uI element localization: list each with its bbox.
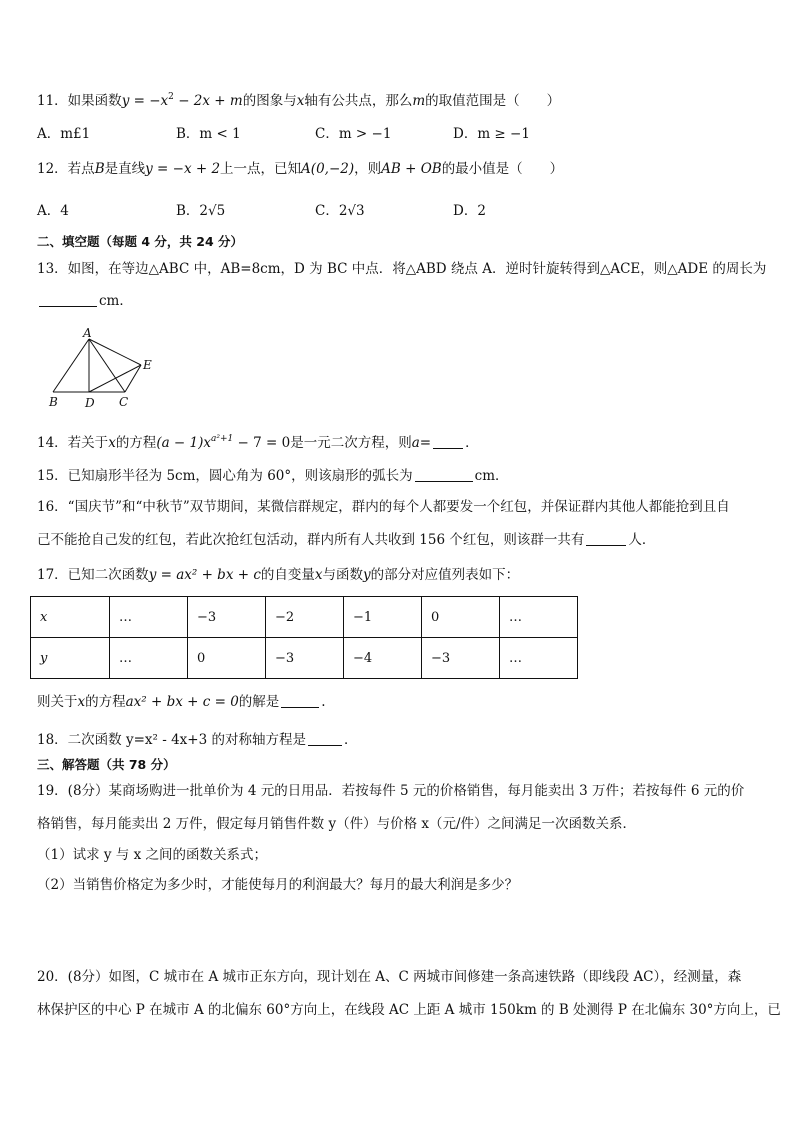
table-cell: 0: [422, 597, 500, 638]
edge-ab: [53, 339, 89, 392]
q17-question: [37, 693, 326, 711]
q16-stem-line1: 16．“国庆节”和“中秋节”双节期间，某微信群规定，群内的每个人都要发一个红包，并保证群内其他人都能抢到且自: [37, 499, 730, 515]
q11-formula-sup: 2: [168, 92, 174, 102]
table-row-y: [31, 638, 578, 679]
q17-after-eq: ax² + bx + c = 0: [125, 694, 239, 710]
q17-suffix: 的部分对应值列表如下：: [370, 567, 520, 583]
q17-prefix: 17．已知二次函数: [37, 567, 149, 583]
q12-line-eq: y = −x + 2: [145, 161, 221, 177]
q15-stem: [37, 467, 509, 485]
q18-end: ．: [343, 732, 358, 748]
q18-text: 18．二次函数 y=x² - 4x+3 的对称轴方程是: [37, 732, 306, 748]
q11-stem: [37, 88, 560, 110]
label-d: D: [85, 396, 95, 409]
q17-y-var: y: [363, 567, 371, 583]
q14-stem: [37, 430, 479, 452]
q14-mid: 的方程: [115, 435, 157, 451]
q11-mid1: 的图象与: [242, 93, 297, 109]
q13-answer-blank[interactable]: [39, 293, 97, 307]
q15-unit: cm．: [474, 468, 509, 484]
q11-x-var: x: [296, 93, 305, 109]
q13-stem-line1: 13．如图，在等边△ABC 中，AB=8cm，D 为 BC 中点．将△ABD 绕点 A．逆时针旋转得到△ACE，则△ADE 的周长为: [37, 261, 767, 277]
q14-eq-sup: a²+1: [211, 434, 234, 444]
table-cell: −3: [266, 638, 344, 679]
q14-equals: =: [419, 435, 432, 451]
q11-option-c: C．m > −1: [315, 126, 392, 142]
q19-stem-line1: 19．(8分）某商场购进一批单价为 4 元的日用品．若按每件 5 元的价格销售，每月能卖出 3 万件；若按每件 6 元的价: [37, 783, 745, 799]
edge-ac: [89, 339, 125, 392]
q16-line2-text: 己不能抢自己发的红包，若此次抢红包活动，群内所有人共收到 156 个红包，则该群一共有: [37, 532, 585, 548]
q14-eq-right: − 7 = 0: [233, 435, 291, 451]
q12-mid1: 是直线: [104, 161, 146, 177]
q12-mid2: 上一点，已知: [220, 161, 302, 177]
q11-m-var: m: [412, 93, 426, 109]
table-cell: …: [500, 597, 578, 638]
q12-prefix: 12．若点: [37, 161, 95, 177]
q11-formula-rest: − 2x + m: [173, 93, 243, 109]
q11-suffix: 的取值范围是（ ）: [425, 93, 561, 109]
q15-text: 15．已知扇形半径为 5cm，圆心角为 60°，则该扇形的弧长为: [37, 468, 413, 484]
q17-x-var: x: [314, 567, 323, 583]
table-cell: …: [110, 638, 188, 679]
q12-stem: [37, 160, 563, 178]
q11-prefix: 11．如果函数: [37, 93, 122, 109]
q19-sub1: （1）试求 y 与 x 之间的函数关系式；: [37, 847, 267, 863]
q12-suffix: 的最小值是（ ）: [441, 161, 564, 177]
q14-prefix: 14．若关于: [37, 435, 109, 451]
table-cell: −3: [422, 638, 500, 679]
table-cell: y: [31, 638, 110, 679]
q15-answer-blank[interactable]: [415, 468, 473, 482]
q17-answer-blank[interactable]: [281, 694, 319, 708]
q20-stem-line1: 20．(8分）如图，C 城市在 A 城市正东方向，现计划在 A、C 两城市间修建一条高速铁路（即线段 AC），经测量，森: [37, 969, 742, 985]
q11-formula-y: y: [121, 93, 130, 109]
q17-after-x: x: [77, 694, 86, 710]
section-answer-title: 三、解答题（共 78 分）: [37, 757, 176, 772]
q17-after-prefix: 则关于: [37, 694, 78, 710]
label-b: B: [49, 395, 58, 409]
q13-triangle-figure: [45, 327, 160, 409]
q13-unit: cm．: [99, 293, 133, 309]
q11-formula-x: x: [160, 93, 169, 109]
q18-stem: [37, 731, 357, 749]
q19-stem-line2: 格销售，每月能卖出 2 万件，假定每月销售件数 y（件）与价格 x（元/件）之间满足一次函数关系．: [37, 816, 637, 832]
q12-option-d: D．2: [453, 203, 486, 219]
q13-stem-line2: [37, 292, 133, 310]
q17-formula: y = ax² + bx + c: [148, 567, 261, 583]
q19-sub2: （2）当销售价格定为多少时，才能使每月的利润最大？每月的最大利润是多少？: [37, 877, 519, 893]
q17-after-end: .: [321, 694, 326, 710]
q12-point-a: A(0,−2): [301, 161, 355, 177]
q12-mid3: ，则: [354, 161, 382, 177]
table-cell: −3: [188, 597, 266, 638]
q12-expr: AB + OB: [381, 161, 442, 177]
q16-stem-line2: [37, 531, 655, 549]
table-row-x: [31, 597, 578, 638]
table-cell: …: [500, 638, 578, 679]
table-cell: −4: [344, 638, 422, 679]
q11-option-d: D．m ≥ −1: [453, 126, 530, 142]
q16-end: 人．: [628, 532, 656, 548]
table-cell: 0: [188, 638, 266, 679]
table-cell: x: [31, 597, 110, 638]
edge-ae: [89, 339, 141, 365]
q16-answer-blank[interactable]: [586, 532, 626, 546]
q14-x-var: x: [108, 435, 116, 451]
q11-option-b: B．m < 1: [176, 126, 241, 142]
q17-after-suffix: 的解是: [238, 694, 280, 710]
q14-answer-blank[interactable]: [433, 435, 463, 449]
q18-answer-blank[interactable]: [308, 732, 342, 746]
label-c: C: [119, 395, 129, 409]
q14-a-var: a: [411, 435, 420, 451]
q14-mid2: 是一元二次方程，则: [290, 435, 412, 451]
q17-mid2: 与函数: [322, 567, 364, 583]
q14-eq-left: (a − 1)x: [156, 435, 211, 451]
q12-option-c: C．2√3: [315, 203, 365, 219]
q11-mid2: 轴有公共点，那么: [304, 93, 413, 109]
label-e: E: [143, 358, 152, 372]
q12-point-b: B: [94, 161, 105, 177]
q20-stem-line2: 林保护区的中心 P 在城市 A 的北偏东 60°方向上，在线段 AC 上距 A 城市 150km 的 B 处测得 P 在北偏东 30°方向上，已: [37, 1002, 781, 1018]
table-cell: −2: [266, 597, 344, 638]
q11-option-a: A．m£1: [37, 126, 91, 142]
q12-option-b: B．2√5: [176, 203, 226, 219]
q17-value-table: [30, 596, 578, 679]
table-cell: …: [110, 597, 188, 638]
q12-option-a: A．4: [37, 203, 69, 219]
q17-mid1: 的自变量: [260, 567, 315, 583]
section-fill-in-title: 二、填空题（每题 4 分，共 24 分）: [37, 234, 244, 249]
q11-formula-eq: = −: [129, 93, 161, 109]
q17-stem: [37, 566, 519, 584]
q14-end: ．: [465, 435, 479, 451]
label-a: A: [83, 327, 92, 340]
table-cell: −1: [344, 597, 422, 638]
q17-after-mid: 的方程: [85, 694, 126, 710]
